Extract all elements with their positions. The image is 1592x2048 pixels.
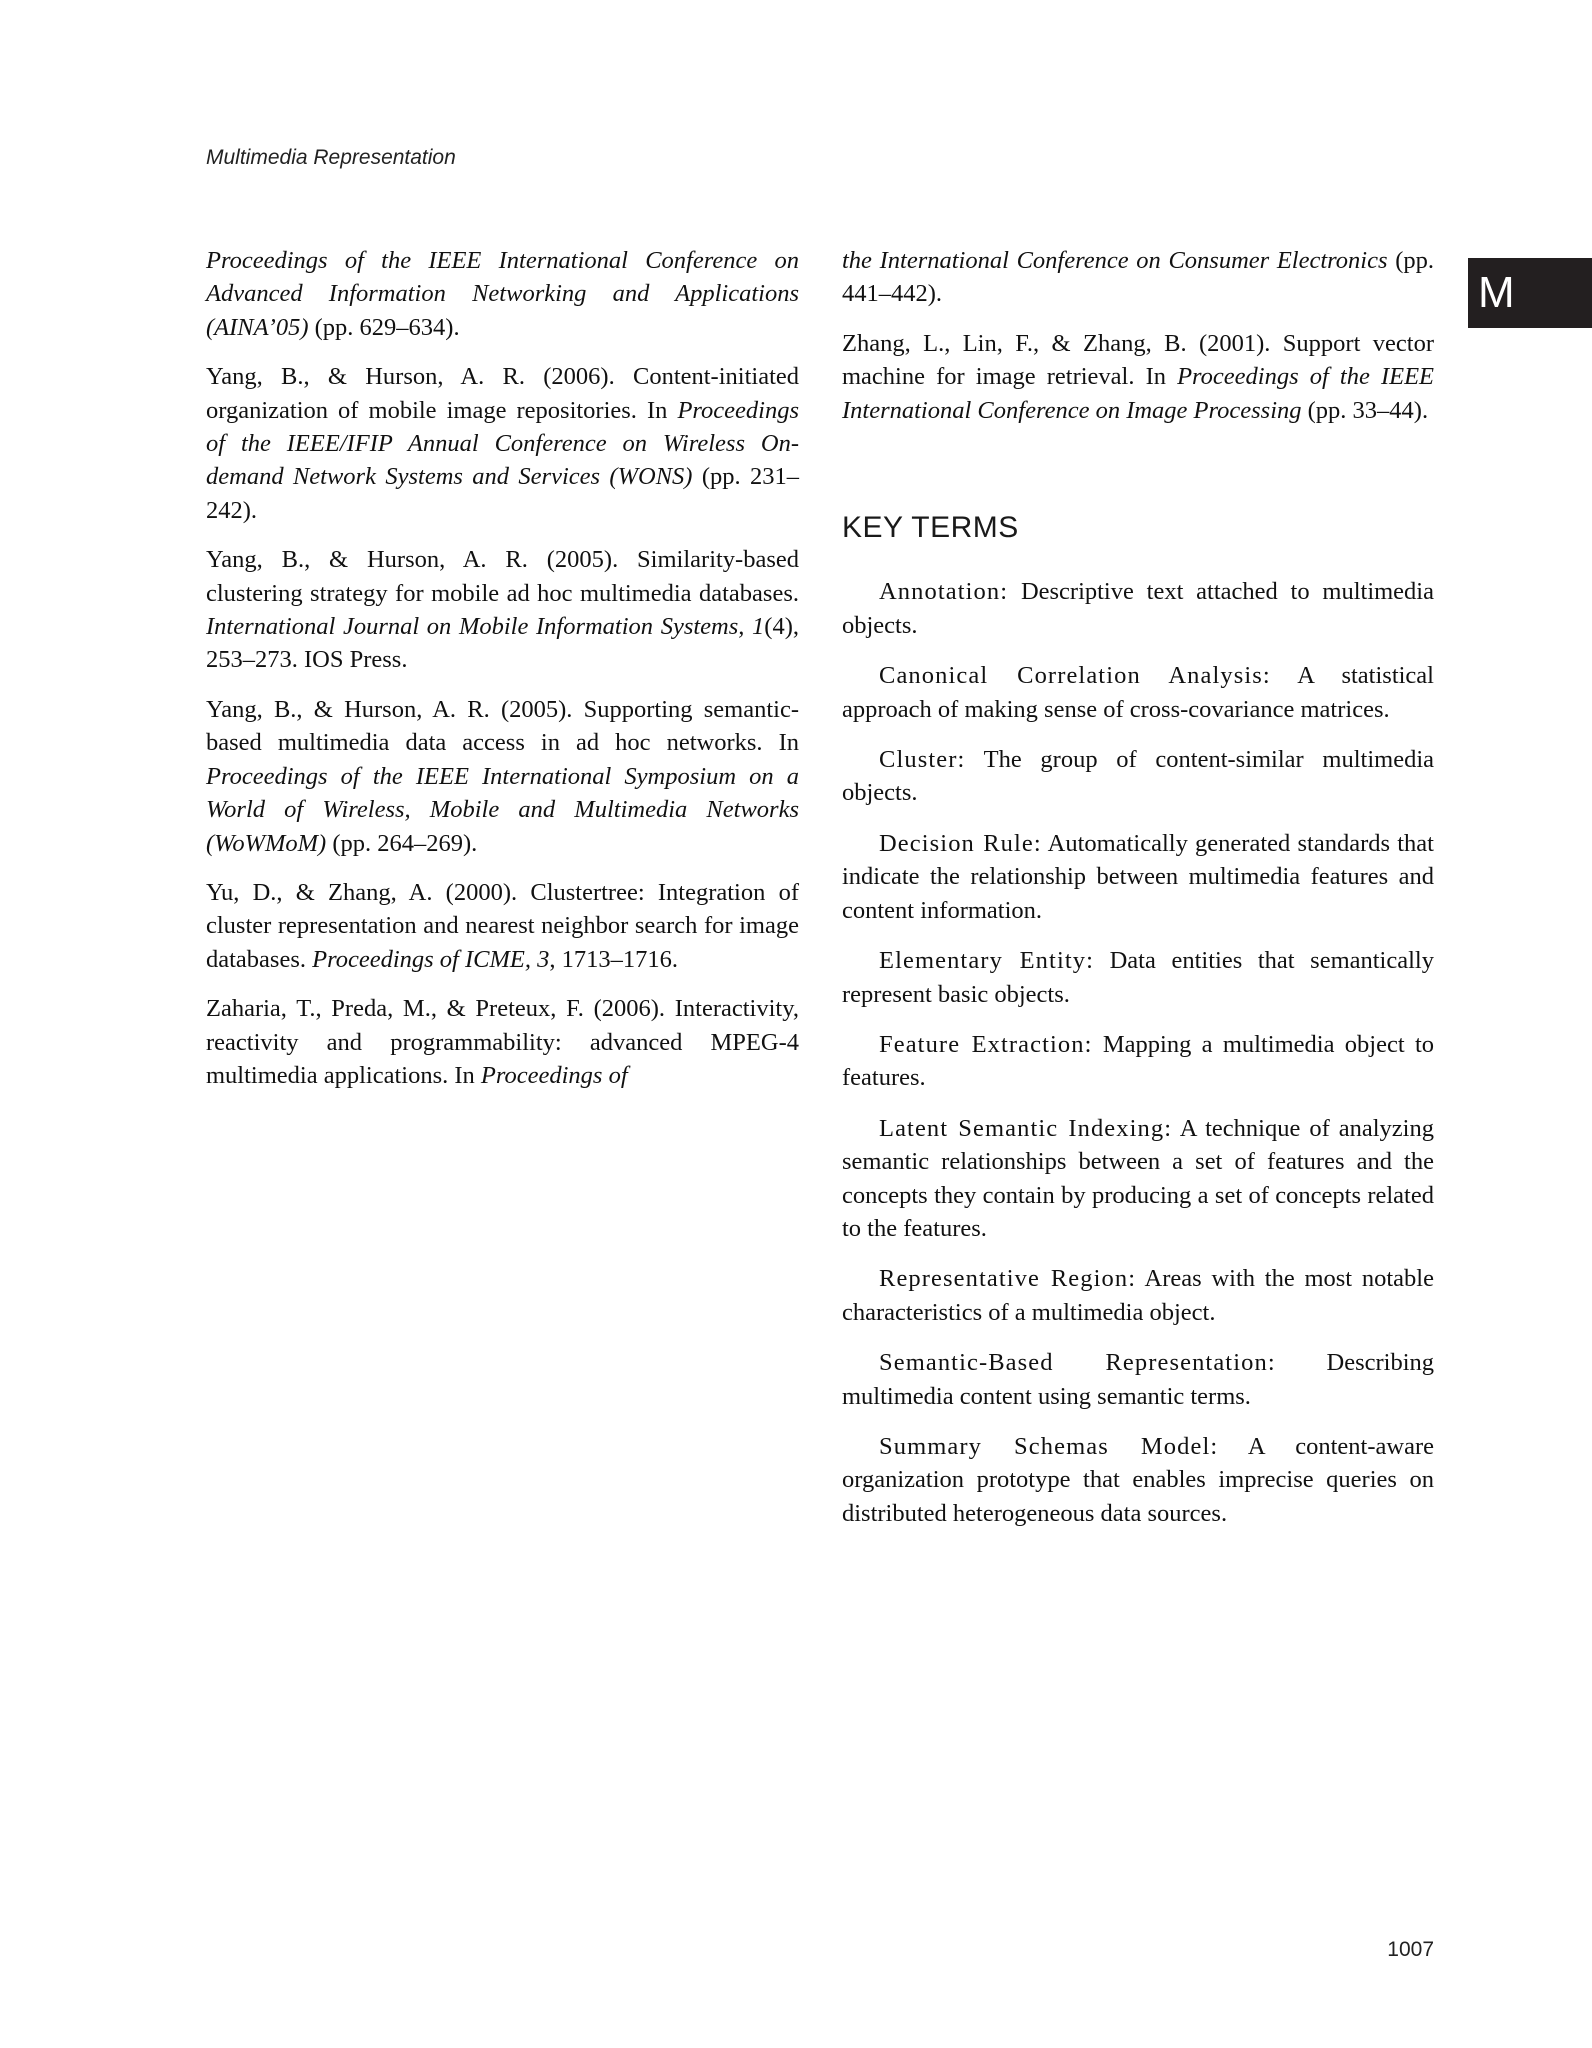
key-term-entry: Feature Extraction: Mapping a multimedia object to features. [842,1030,1434,1092]
key-term-name: Canonical Correlation Analysis: [879,662,1271,690]
reference-entry: Proceedings of the IEEE International Conference on Advanced Information Networking and Applications (AINA’05) (pp. 629–634). [206,247,799,341]
key-term-entry: Elementary Entity: Data entities that semantically represent basic objects. [842,947,1434,1008]
key-term-entry: Latent Semantic Indexing: A technique of analyzing semantic relationships between a set of features and the concepts they contain by producing a set of concepts related to the features. [842,1114,1434,1242]
key-term-name: Summary Schemas Model: [879,1432,1219,1460]
reference-entry: Yu, D., & Zhang, A. (2000). Clustertree: Integration of cluster representation and nearest neighbor search for image databases. Proceedings of ICME, 3, 1713–1716. [206,878,799,973]
key-term-name: Latent Semantic Indexing: [879,1114,1173,1142]
running-head: Multimedia Representation [206,146,456,169]
reference-entry: Yang, B., & Hurson, A. R. (2006). Content-initiated organization of mobile image repositories. In Proceedings of the IEEE/IFIP Annual Conference on Wireless On-demand Network Systems and Services (WONS) (pp. 231–242). [206,363,799,524]
key-term-entry: Canonical Correlation Analysis: A statistical approach of making sense of cross-covariance matrices. [842,662,1434,723]
key-term-name: Cluster: [879,746,966,774]
key-term-name: Semantic-Based Representation: [879,1349,1276,1377]
reference-entry: Yang, B., & Hurson, A. R. (2005). Supporting semantic-based multimedia data access in ad hoc networks. In Proceedings of the IEEE International Symposium on a World of Wireless, Mobile and Multimedia Networks (WoWMoM) (pp. 264–269). [206,695,799,857]
key-term-entry: Decision Rule: Automatically generated standards that indicate the relationship between multimedia features and content information. [842,829,1434,924]
key-term-name: Representative Region: [879,1265,1137,1293]
reference-entry: the International Conference on Consumer Electronics (pp. 441–442). [842,247,1434,308]
left-column [206,244,799,1108]
key-term-name: Annotation: [879,578,1009,606]
reference-entry: Yang, B., & Hurson, A. R. (2005). Similarity-based clustering strategy for mobile ad hoc multimedia databases. International Journal on Mobile Information Systems, 1(4), 253–273. IOS Press. [206,546,799,674]
key-term-entry: Representative Region: Areas with the most notable characteristics of a multimedia object. [842,1265,1434,1326]
key-term-entry: Cluster: The group of content-similar multimedia objects. [842,746,1434,807]
key-term-entry: Summary Schemas Model: A content-aware organization prototype that enables imprecise queries on distributed heterogeneous data sources. [842,1432,1434,1527]
right-column [842,244,1434,1547]
key-term-entry: Annotation: Descriptive text attached to multimedia objects. [842,578,1434,639]
section-thumb-tab: M [1468,258,1592,328]
key-term-name: Feature Extraction: [879,1030,1093,1058]
key-term-entry: Semantic-Based Representation: Describing multimedia content using semantic terms. [842,1349,1434,1410]
key-terms-heading: KEY TERMS [842,511,1019,545]
page-number: 1007 [1387,1938,1434,1961]
key-term-name: Elementary Entity: [879,947,1095,975]
reference-entry: Zhang, L., Lin, F., & Zhang, B. (2001). Support vector machine for image retrieval. In Proceedings of the IEEE International Conference on Image Processing (pp. 33–44). [842,329,1435,424]
reference-entry: Zaharia, T., Preda, M., & Preteux, F. (2006). Interactivity, reactivity and programmability: advanced MPEG-4 multimedia applications. In Proceedings of [206,995,799,1089]
key-term-name: Decision Rule: [879,829,1042,857]
